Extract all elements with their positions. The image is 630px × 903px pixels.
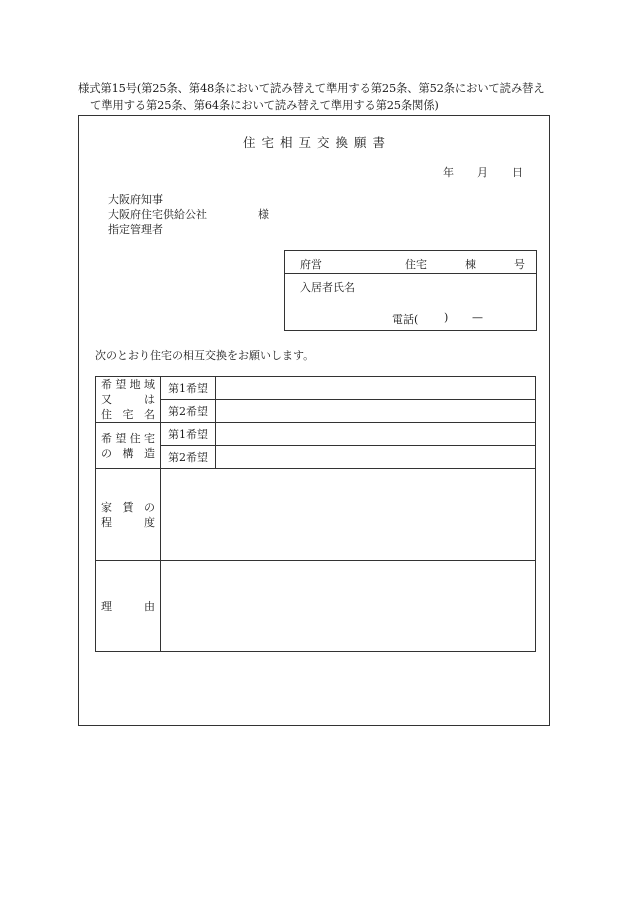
reason-field[interactable] xyxy=(161,561,536,652)
date-day-label: 日 xyxy=(512,166,523,179)
addressee-governor: 大阪府知事 xyxy=(108,193,163,206)
table-row xyxy=(96,400,536,423)
label-line: 希 望 住 宅 xyxy=(101,431,155,445)
phone-label: 電話( xyxy=(392,313,419,326)
table-row xyxy=(96,561,536,652)
room-number-label: 号 xyxy=(514,258,525,271)
building-label: 棟 xyxy=(465,258,476,271)
reason-label xyxy=(96,561,161,652)
first-choice-label: 第1希望 xyxy=(161,377,216,400)
form-frame xyxy=(78,115,550,726)
first-choice-label: 第1希望 xyxy=(161,423,216,446)
housing-label: 住宅 xyxy=(405,258,427,271)
rent-level-label xyxy=(96,469,161,561)
phone-paren-close: ) xyxy=(444,311,449,324)
date-month-label: 月 xyxy=(477,166,488,179)
desired-area-first-field[interactable] xyxy=(216,377,536,400)
honorific: 様 xyxy=(258,208,269,221)
header-line-1: 様式第15号(第25条、第48条において読み替えて準用する第25条、第52条において読み替え xyxy=(78,81,545,95)
desired-structure-first-field[interactable] xyxy=(216,423,536,446)
desired-structure-label xyxy=(96,423,161,469)
rent-level-field[interactable] xyxy=(161,469,536,561)
header-line-2: て準用する第25条、第64条において読み替えて準用する第25条関係) xyxy=(90,98,439,112)
housing-address-row xyxy=(285,251,536,274)
label-line: 家 賃 の xyxy=(101,500,155,514)
resident-info-box xyxy=(284,250,537,331)
exchange-request-table xyxy=(95,376,536,652)
desired-area-second-field[interactable] xyxy=(216,400,536,423)
table-row xyxy=(96,423,536,446)
addressee-designated-manager: 指定管理者 xyxy=(108,223,163,236)
prefectural-label: 府営 xyxy=(300,258,322,271)
second-choice-label: 第2希望 xyxy=(161,446,216,469)
label-line: 希 望 地 域 xyxy=(101,378,155,391)
request-statement: 次のとおり住宅の相互交換をお願いします。 xyxy=(95,349,315,362)
label-line: の 構 造 xyxy=(101,446,155,460)
label-line: 又 は xyxy=(101,393,155,406)
second-choice-label: 第2希望 xyxy=(161,400,216,423)
addressee-housing-corp: 大阪府住宅供給公社 xyxy=(108,208,207,221)
table-row xyxy=(96,377,536,400)
resident-name-label: 入居者氏名 xyxy=(300,281,355,294)
table-row xyxy=(96,446,536,469)
label-line: 住 宅 名 xyxy=(101,408,155,421)
label-line: 理 由 xyxy=(101,599,155,613)
table-row xyxy=(96,469,536,561)
label-line: 程 度 xyxy=(101,515,155,529)
form-title: 住宅相互交換願書 xyxy=(242,135,391,150)
date-year-label: 年 xyxy=(443,166,454,179)
desired-structure-second-field[interactable] xyxy=(216,446,536,469)
form-header-reference xyxy=(78,80,544,114)
addressee-block xyxy=(108,192,269,237)
desired-area-label xyxy=(96,377,161,423)
phone-dash: — xyxy=(472,311,483,324)
